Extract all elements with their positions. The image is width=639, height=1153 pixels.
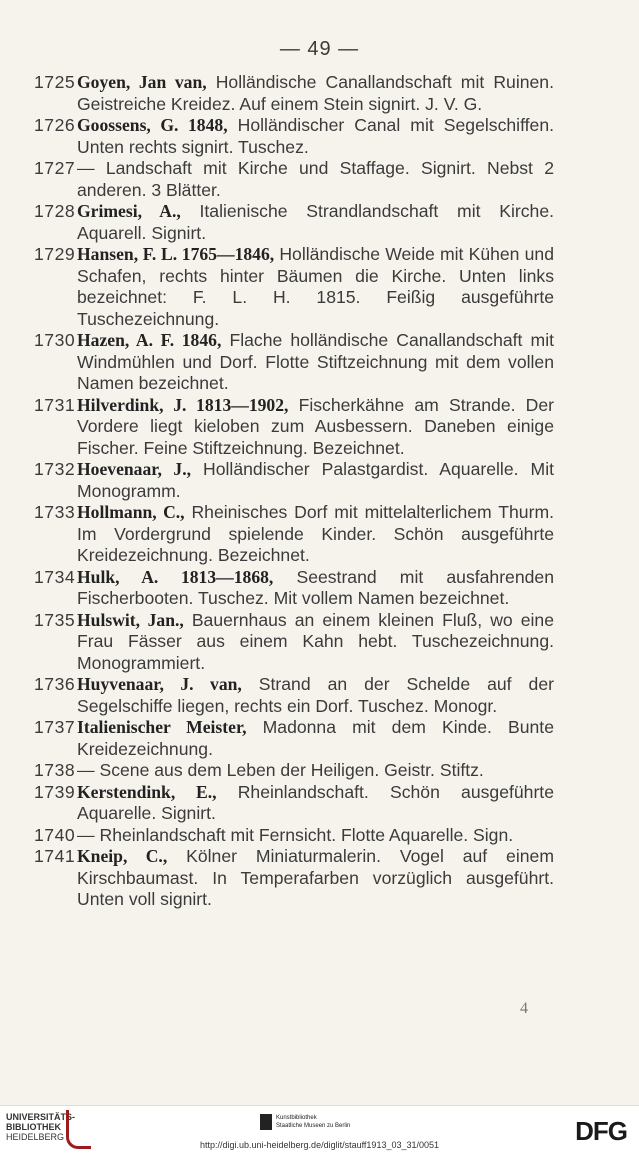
- artist-name: Italienischer Meister,: [77, 717, 247, 737]
- entry-text: [77, 244, 554, 330]
- kb-line-2: Staatliche Museen zu Berlin: [276, 1123, 351, 1129]
- entry-number: 1725: [34, 72, 76, 92]
- artist-name: Hollmann, C.,: [77, 502, 185, 522]
- catalog-entry: [34, 158, 554, 201]
- entry-number: 1741: [34, 846, 76, 866]
- catalog-entry: [34, 72, 554, 115]
- entry-description: — Scene aus dem Leben der Heiligen. Geistr. Stiftz.: [77, 760, 484, 780]
- dfg-logo[interactable]: DFG: [575, 1116, 627, 1146]
- ub-line-1: UNIVERSITÄTS-: [6, 1112, 76, 1122]
- entry-number: 1734: [34, 566, 76, 587]
- artist-name: Goyen, Jan van,: [77, 72, 207, 92]
- entry-number: 1738: [34, 760, 76, 780]
- entry-description: Kölner Miniaturmalerin. Vogel auf einem Kirschbaumast. In Temperafarben vorzüglich ausgeführt. Unten voll signirt.: [77, 846, 554, 909]
- catalog-entry: [34, 395, 554, 460]
- ub-line-2: BIBLIOTHEK: [6, 1122, 61, 1132]
- entry-text: [77, 72, 554, 115]
- kunstbibliothek-logo[interactable]: [276, 1114, 350, 1130]
- artist-name: Kneip, C.,: [77, 846, 168, 866]
- catalog-entry: [34, 717, 554, 760]
- artist-name: Kerstendink, E.,: [77, 781, 217, 802]
- catalog-entry: [34, 115, 554, 158]
- catalog-entry: [34, 825, 554, 847]
- entry-number: 1740: [34, 824, 76, 845]
- entry-text: [77, 115, 554, 158]
- artist-name: Hulswit, Jan.,: [77, 609, 184, 630]
- catalog-entry: [34, 502, 554, 567]
- footer-bar: [0, 1105, 639, 1153]
- entry-description: Holländische Canallandschaft mit Ruinen. Geistreiche Kreidez. Auf einem Stein signirt. J. V. G.: [77, 72, 554, 114]
- catalog-entry: [34, 760, 554, 782]
- entry-number: 1728: [34, 201, 76, 221]
- signature-mark: 4: [520, 1000, 528, 1017]
- catalog-entry: [34, 459, 554, 502]
- entry-number: 1735: [34, 609, 76, 630]
- artist-name: Hulk, A. 1813—1868,: [77, 566, 274, 587]
- artist-name: Hazen, A. F. 1846,: [77, 330, 222, 350]
- entry-text: [77, 502, 554, 567]
- entry-number: 1727: [34, 158, 76, 178]
- entry-description: — Rheinlandschaft mit Fernsicht. Flotte Aquarelle. Sign.: [77, 824, 514, 845]
- artist-name: Hoevenaar, J.,: [77, 459, 191, 479]
- entry-text: [77, 201, 554, 244]
- catalog-entry: [34, 244, 554, 330]
- artist-name: Hansen, F. L. 1765—1846,: [77, 244, 275, 264]
- entry-description: Holländische Weide mit Kühen und Schafen, rechts hinter Bäumen die Kirche. Unten links bezeichnet: F. L. H. 1815. Feißig ausgeführte Tuschezeichnung.: [77, 244, 554, 329]
- entry-text: [77, 782, 554, 825]
- entry-text: [77, 459, 554, 502]
- entry-text: [77, 395, 554, 460]
- catalog-entry: [34, 567, 554, 610]
- ub-heidelberg-logo[interactable]: [6, 1112, 75, 1142]
- catalog-entry: [34, 201, 554, 244]
- catalog-entry: [34, 846, 554, 911]
- catalog-entry: [34, 610, 554, 675]
- entry-description: Seestrand mit ausfahrenden Fischerbooten. Tuschez. Mit vollem Namen bezeichnet.: [77, 566, 554, 608]
- kunstbibliothek-icon: [260, 1114, 272, 1130]
- entry-number: 1729: [34, 244, 76, 264]
- catalog-entry: [34, 330, 554, 395]
- entry-description: Holländischer Palastgardist. Aquarelle. Mit Monogramm.: [77, 459, 554, 501]
- entry-text: [77, 717, 554, 760]
- artist-name: Hilverdink, J. 1813—1902,: [77, 394, 289, 415]
- entry-text: [77, 825, 554, 847]
- entry-text: [77, 330, 554, 395]
- entry-description: Flache holländische Canallandschaft mit Windmühlen und Dorf. Flotte Stiftzeichnung mit dem vollen Namen bezeichnet.: [77, 330, 554, 393]
- artist-name: Huyvenaar, J. van,: [77, 674, 242, 694]
- entry-number: 1732: [34, 459, 76, 479]
- entry-text: [77, 567, 554, 610]
- entry-description: — Landschaft mit Kirche und Staffage. Signirt. Nebst 2 anderen. 3 Blätter.: [77, 158, 554, 200]
- kb-line-1: Kunstbibliothek: [276, 1115, 317, 1121]
- entry-text: [77, 846, 554, 911]
- catalog-entry: [34, 674, 554, 717]
- entry-description: Rheinlandschaft. Schön ausgeführte Aquarelle. Signirt.: [77, 781, 554, 823]
- catalog-entries: [34, 72, 554, 911]
- artist-name: Goossens, G. 1848,: [77, 115, 228, 135]
- ub-line-3: HEIDELBERG: [6, 1132, 65, 1142]
- entry-number: 1731: [34, 394, 76, 415]
- entry-text: [77, 760, 554, 782]
- entry-description: Madonna mit dem Kinde. Bunte Kreidezeichnung.: [77, 717, 554, 759]
- entry-description: Fischerkähne am Strande. Der Vordere liegt kieloben zum Ausbessern. Daneben einige Fischer. Feine Stiftzeichnung. Bezeichnet.: [77, 394, 554, 458]
- entry-number: 1726: [34, 115, 76, 135]
- catalog-entry: [34, 782, 554, 825]
- entry-description: Rheinisches Dorf mit mittelalterlichem Thurm. Im Vordergrund spielende Kinder. Schön ausgeführte Kreidezeichnung. Bezeichnet.: [77, 502, 554, 565]
- entry-text: [77, 158, 554, 201]
- entry-description: Holländischer Canal mit Segelschiffen. Unten rechts signirt. Tuschez.: [77, 115, 554, 157]
- entry-text: [77, 674, 554, 717]
- entry-number: 1733: [34, 502, 76, 522]
- entry-description: Bauernhaus an einem kleinen Fluß, wo eine Frau Fässer aus einem Kahn hebt. Tuschezeichnung. Monogrammiert.: [77, 609, 554, 673]
- page-number: — 49 —: [279, 38, 360, 60]
- entry-number: 1736: [34, 674, 76, 694]
- entry-number: 1737: [34, 717, 76, 737]
- entry-description: Italienische Strandlandschaft mit Kirche. Aquarell. Signirt.: [77, 201, 554, 243]
- entry-text: [77, 610, 554, 675]
- entry-number: 1730: [34, 330, 76, 350]
- source-url-link[interactable]: http://digi.ub.uni-heidelberg.de/diglit/stauff1913_03_31/0051: [199, 1140, 440, 1150]
- artist-name: Grimesi, A.,: [77, 201, 181, 221]
- entry-description: Strand an der Schelde auf der Segelschiffe liegen, rechts ein Dorf. Tuschez. Monogr.: [77, 674, 554, 716]
- entry-number: 1739: [34, 781, 76, 802]
